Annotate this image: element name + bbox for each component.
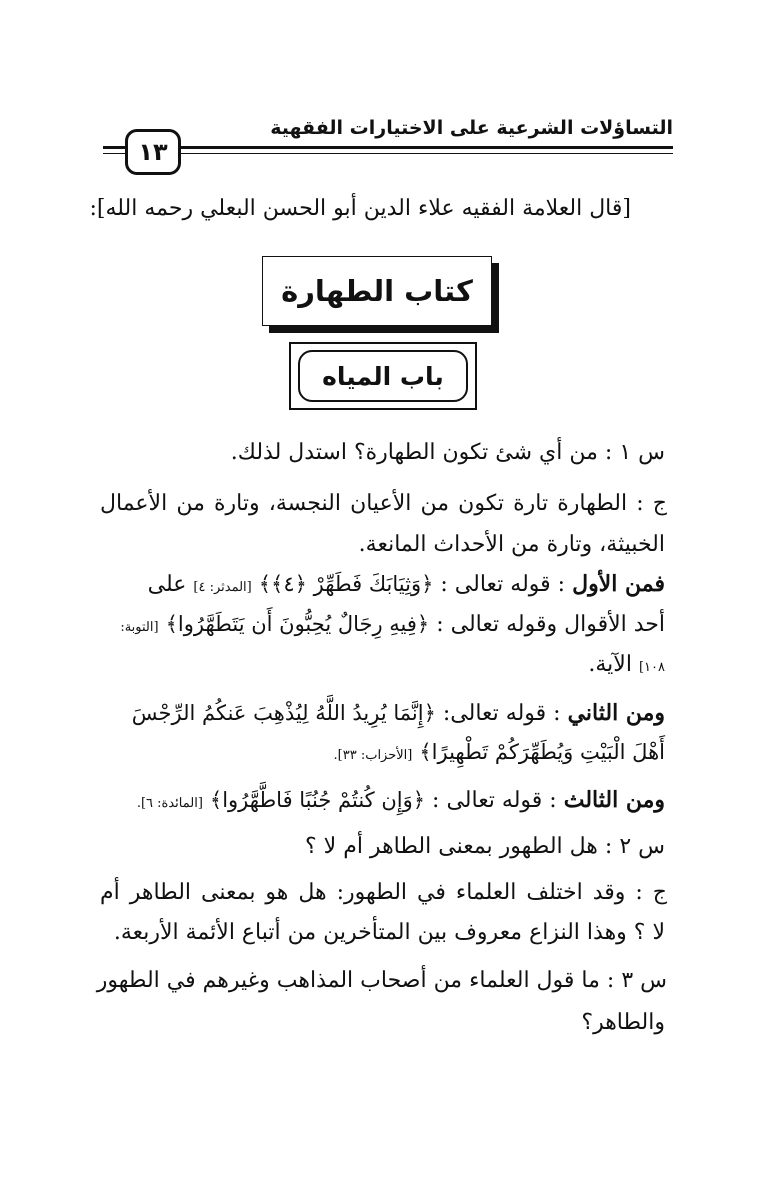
answer-2-line-1: ج : وقد اختلف العلماء في الطهور: هل هو بمعنى الطاهر أم [100,880,667,905]
chapter-title-frame [298,350,468,402]
second-evidence-line-2 [334,742,666,764]
second-intro: : قوله تعالى: [442,701,561,726]
third-label: ومن الثالث [563,787,665,813]
ref-maidah: [المائدة: ٦]. [136,796,203,811]
verse-muddaththir: ﴿وَثِيَابَكَ فَطَهِّرْ ﴿٤﴾﴾ [258,572,434,596]
ref-tawbah-a: [التوبة: [120,620,159,635]
header-rule-thin [103,153,673,154]
first-on-word: على [147,572,187,597]
book-title-box [262,256,492,326]
second-label: ومن الثاني [567,700,665,726]
page-number: ١٣ [125,129,181,175]
answer-1-line-2: الخبيثة، وتارة من الأحداث المانعة. [358,532,665,557]
first-evidence-line-1 [148,573,665,596]
book-title: كتاب الطهارة [281,274,473,308]
first-intro: : قوله تعالى : [440,572,566,597]
verse-ahzab-b: أَهْلَ الْبَيْتِ وَيُطَهِّرَكُمْ تَطْهِيرًا﴾ [419,740,665,764]
question-3-line-1: س ٣ : ما قول العلماء من أصحاب المذاهب وغيرهم في الطهور [96,968,667,993]
intro-line: [قال العلامة الفقيه علاء الدين أبو الحسن البعلي رحمه الله]: [89,196,631,221]
header-rule-thick [103,146,673,149]
third-evidence-line [137,789,665,812]
chapter-title-box [289,342,477,410]
answer-1-line-1: ج : الطهارة تارة تكون من الأعيان النجسة، وتارة من الأعمال [100,491,667,516]
second-evidence-line-1 [132,702,665,725]
first-evidence-line-2 [120,614,665,636]
first-evidence-line-3 [588,654,665,676]
first-label: فمن الأول [572,571,665,597]
first-line2-text: أحد الأقوال وقوله تعالى : [436,612,665,637]
running-header-title: التساؤلات الشرعية على الاختيارات الفقهية [270,117,673,139]
ref-ahzab: [الأحزاب: ٣٣]. [333,748,413,763]
question-2: س ٢ : هل الطهور بمعنى الطاهر أم لا ؟ [305,834,665,859]
verse-maidah: ﴿وَإِن كُنتُمْ جُنُبًا فَاطَّهَّرُوا﴾ [209,788,426,812]
verse-ahzab-a: ﴿إِنَّمَا يُرِيدُ اللَّهُ لِيُذْهِبَ عَنكُمُ الرِّجْسَ [131,701,436,725]
third-intro: : قوله تعالى : [432,788,557,813]
ayah-word: الآية. [588,652,632,677]
ref-tawbah-b: ١٠٨] [638,660,665,675]
answer-2-line-2: لا ؟ وهذا النزاع معروف بين المتأخرين من أتباع الأئمة الأربعة. [113,920,665,945]
ref-muddaththir: [المدثر: ٤] [193,580,252,595]
question-1: س ١ : من أي شئ تكون الطهارة؟ استدل لذلك. [230,440,665,465]
question-3-line-2: والطاهر؟ [581,1010,665,1035]
chapter-title: باب المياه [322,361,444,391]
verse-tawbah: ﴿فِيهِ رِجَالٌ يُحِبُّونَ أَن يَتَطَهَّرُوا﴾ [165,612,430,636]
